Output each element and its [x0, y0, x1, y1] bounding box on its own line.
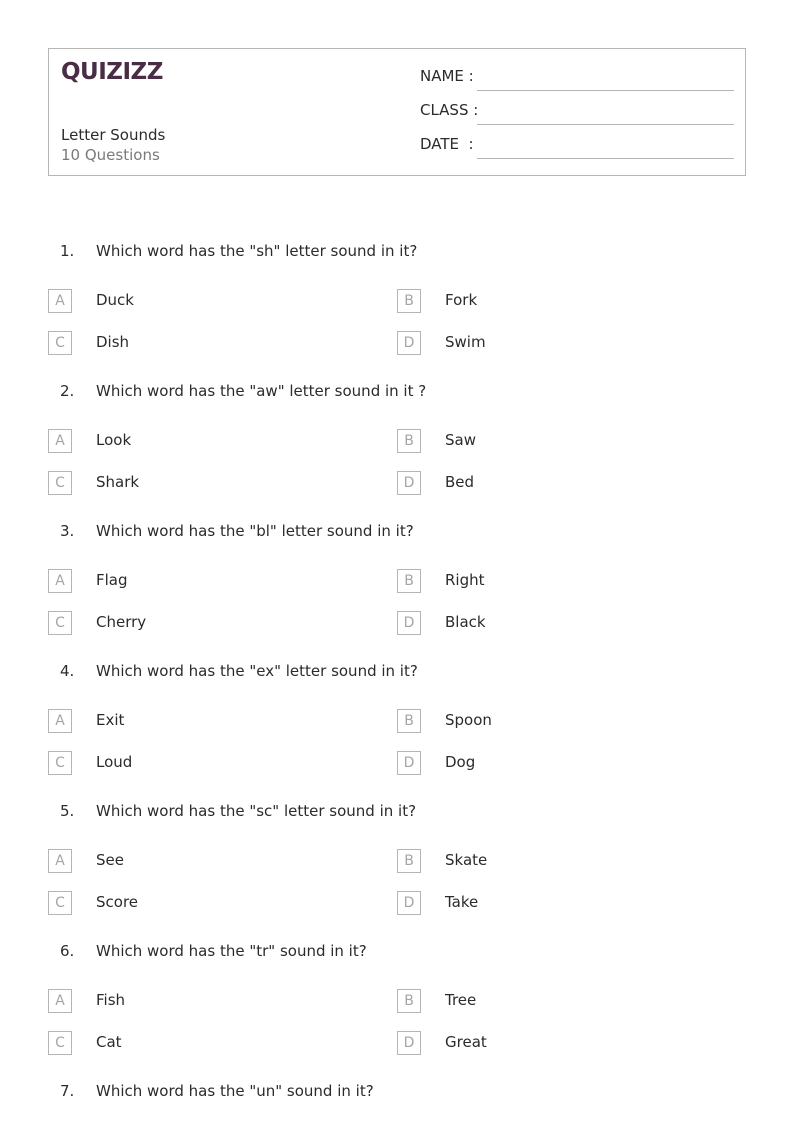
date-field[interactable]	[420, 135, 734, 159]
question-text: Which word has the "un" sound in it?	[96, 1082, 374, 1100]
question-text: Which word has the "ex" letter sound in it?	[96, 662, 418, 680]
question-text: Which word has the "sh" letter sound in it?	[96, 242, 418, 260]
option-text: Swim	[445, 333, 486, 351]
quizizz-logo: QUIZIZZ	[61, 59, 163, 85]
option-letter-box: B	[397, 849, 421, 873]
option-text: Tree	[445, 991, 477, 1009]
option-text: Spoon	[445, 711, 492, 729]
class-field[interactable]	[420, 101, 734, 125]
option-text: Dog	[445, 753, 476, 771]
option-text: Look	[96, 431, 132, 449]
option-letter-box: B	[397, 429, 421, 453]
question-count: 10 Questions	[61, 146, 160, 164]
option-text: Great	[445, 1033, 487, 1051]
option-text: Fork	[445, 291, 478, 309]
option-letter-box: A	[48, 709, 72, 733]
question-number: 3.	[60, 522, 75, 540]
worksheet-header	[48, 48, 746, 176]
option-text: Score	[96, 893, 139, 911]
option-letter-box: C	[48, 1031, 72, 1055]
option-letter-box: D	[397, 611, 421, 635]
option-letter-box: B	[397, 289, 421, 313]
question-number: 7.	[60, 1082, 75, 1100]
option-letter-box: A	[48, 989, 72, 1013]
option-text: Saw	[445, 431, 476, 449]
option-text: Dish	[96, 333, 130, 351]
option-letter-box: C	[48, 471, 72, 495]
question-number: 2.	[60, 382, 75, 400]
date-line[interactable]	[477, 158, 734, 159]
name-line[interactable]	[477, 90, 734, 91]
option-text: Fish	[96, 991, 126, 1009]
option-text: Exit	[96, 711, 125, 729]
option-letter-box: C	[48, 891, 72, 915]
question-number: 4.	[60, 662, 75, 680]
option-letter-box: B	[397, 989, 421, 1013]
worksheet-title: Letter Sounds	[61, 126, 166, 144]
question-text: Which word has the "bl" letter sound in it?	[96, 522, 414, 540]
class-line[interactable]	[477, 124, 734, 125]
option-letter-box: C	[48, 331, 72, 355]
option-text: Duck	[96, 291, 134, 309]
option-letter-box: D	[397, 471, 421, 495]
option-letter-box: B	[397, 709, 421, 733]
option-text: Bed	[445, 473, 475, 491]
option-letter-box: B	[397, 569, 421, 593]
option-text: Cat	[96, 1033, 122, 1051]
option-letter-box: C	[48, 611, 72, 635]
option-text: Right	[445, 571, 485, 589]
option-text: See	[96, 851, 124, 869]
date-label: DATE :	[420, 135, 474, 153]
name-label: NAME :	[420, 67, 474, 85]
option-text: Flag	[96, 571, 128, 589]
question-number: 1.	[60, 242, 75, 260]
question-number: 6.	[60, 942, 75, 960]
option-letter-box: A	[48, 429, 72, 453]
option-letter-box: A	[48, 569, 72, 593]
option-text: Skate	[445, 851, 488, 869]
option-text: Black	[445, 613, 486, 631]
question-number: 5.	[60, 802, 75, 820]
class-label: CLASS :	[420, 101, 479, 119]
option-letter-box: D	[397, 751, 421, 775]
option-text: Take	[445, 893, 479, 911]
question-text: Which word has the "aw" letter sound in it ?	[96, 382, 427, 400]
option-letter-box: D	[397, 1031, 421, 1055]
option-letter-box: A	[48, 849, 72, 873]
option-letter-box: A	[48, 289, 72, 313]
option-letter-box: D	[397, 331, 421, 355]
option-letter-box: C	[48, 751, 72, 775]
question-text: Which word has the "tr" sound in it?	[96, 942, 367, 960]
option-text: Cherry	[96, 613, 147, 631]
name-field[interactable]	[420, 67, 734, 91]
option-text: Loud	[96, 753, 133, 771]
option-letter-box: D	[397, 891, 421, 915]
option-text: Shark	[96, 473, 140, 491]
question-text: Which word has the "sc" letter sound in it?	[96, 802, 417, 820]
